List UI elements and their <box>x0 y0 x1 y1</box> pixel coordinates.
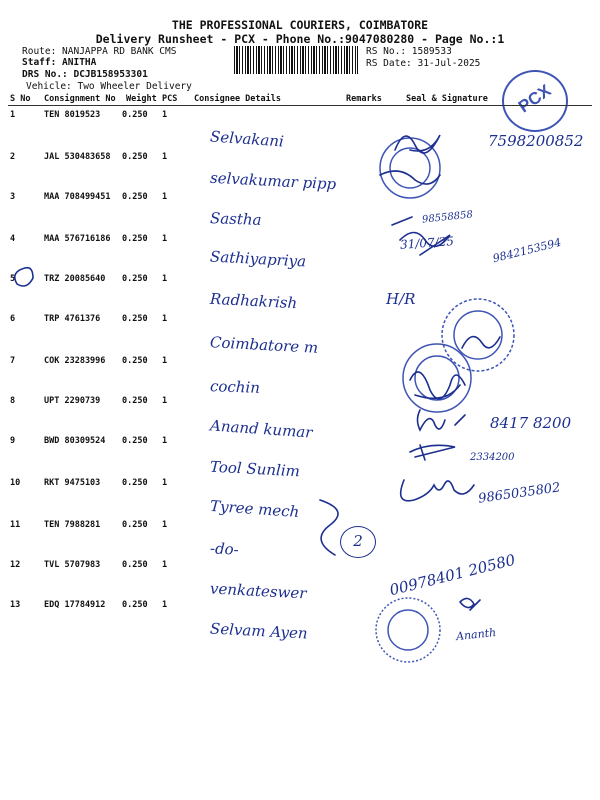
row-weight: 0.250 <box>122 600 148 610</box>
row-consignment: TRZ 20085640 <box>44 274 106 284</box>
row-consignment: MAA 576716186 <box>44 234 111 244</box>
row-consignment: TVL 5707983 <box>44 560 101 570</box>
consignee-name: Sastha <box>209 209 262 229</box>
row-consignment: EDQ 17784912 <box>44 600 106 610</box>
handwritten-code-3: 98558858 <box>421 209 474 226</box>
consignee-name: Radhakrish <box>209 289 298 313</box>
consignee-name: Tyree mech <box>209 496 300 522</box>
row-weight: 0.250 <box>122 396 148 406</box>
signature-row-3 <box>392 217 450 255</box>
row-consignment: RKT 9475103 <box>44 478 101 488</box>
row-sno: 4 <box>10 234 16 244</box>
consignee-name: Sathiyapriya <box>209 247 307 271</box>
row-pcs: 1 <box>162 396 168 406</box>
row-pcs: 1 <box>162 600 168 610</box>
row-weight: 0.250 <box>122 152 148 162</box>
company-seal-4-inner <box>388 610 428 650</box>
row-weight: 0.250 <box>122 192 148 202</box>
row-consignment: JAL 530483658 <box>44 152 111 162</box>
handwritten-note-12: 00978401 20580 <box>387 550 518 600</box>
handwritten-remark-5: H/R <box>386 290 416 308</box>
row-sno: 2 <box>10 152 16 162</box>
row-consignment: UPT 2290739 <box>44 396 101 406</box>
col-remarks: Remarks <box>346 94 382 104</box>
signature-row-9 <box>410 445 455 460</box>
row-pcs: 1 <box>162 110 168 120</box>
route-label: Route: NANJAPPA RD BANK CMS <box>22 46 177 57</box>
signature-row-7 <box>410 372 465 399</box>
row-weight: 0.250 <box>122 110 148 120</box>
row-consignment: TEN 7988281 <box>44 520 101 530</box>
rs-number: RS No.: 1589533 <box>366 46 452 57</box>
row-sno: 5 <box>10 274 16 284</box>
drs-number: DRS No.: DCJB158953301 <box>22 69 148 80</box>
staff-label: Staff: ANITHA <box>22 57 97 68</box>
row-pcs: 1 <box>162 152 168 162</box>
handwritten-date-4: 31/07/25 <box>399 234 455 252</box>
row-10-bracket-mark <box>320 500 338 555</box>
row-consignment: TRP 4761376 <box>44 314 101 324</box>
handwritten-note-4: 9842153594 <box>491 235 563 266</box>
row-sno: 11 <box>10 520 21 530</box>
row-consignment: COK 23283996 <box>44 356 106 366</box>
row-weight: 0.250 <box>122 234 148 244</box>
row-pcs: 1 <box>162 274 168 284</box>
row-consignment: TEN 8019523 <box>44 110 101 120</box>
handwritten-circle-11-text: 2 <box>353 532 363 550</box>
col-consignment: Consignment No <box>44 94 116 104</box>
row-pcs: 1 <box>162 314 168 324</box>
handwritten-note-8: 8417 8200 <box>490 414 572 432</box>
consignee-name: Selvakani <box>209 127 285 151</box>
handwritten-signature-13: Ananth <box>455 625 497 644</box>
handwritten-phone-1: 7598200852 <box>488 132 584 150</box>
row-pcs: 1 <box>162 234 168 244</box>
row-pcs: 1 <box>162 356 168 366</box>
consignee-name: Coimbatore m <box>209 333 319 357</box>
company-name: THE PROFESSIONAL COURIERS, COIMBATORE <box>171 18 429 32</box>
consignee-name: cochin <box>209 377 261 397</box>
runsheet-title: Delivery Runsheet - PCX - Phone No.:9047080280 - Page No.:1 <box>95 32 505 46</box>
pcx-stamp-text: PCX <box>514 80 555 117</box>
company-seal-2-inner <box>454 311 502 359</box>
signature-row-6 <box>462 337 500 348</box>
rs-date: RS Date: 31-Jul-2025 <box>366 58 481 69</box>
signature-row-13 <box>460 598 480 610</box>
consignee-name: Selvam Ayen <box>209 619 309 643</box>
row-sno: 9 <box>10 436 16 446</box>
handwritten-phone-10: 9865035802 <box>477 480 562 507</box>
row-sno: 12 <box>10 560 21 570</box>
consignee-name: venkateswer <box>209 579 307 603</box>
row-sno: 8 <box>10 396 16 406</box>
row-weight: 0.250 <box>122 274 148 284</box>
row-sno: 3 <box>10 192 16 202</box>
consignee-name: Tool Sunlim <box>209 457 301 481</box>
consignee-name: -do- <box>209 539 240 559</box>
row-pcs: 1 <box>162 520 168 530</box>
row-weight: 0.250 <box>122 560 148 570</box>
row-sno: 13 <box>10 600 21 610</box>
consignee-name: Anand kumar <box>209 416 314 442</box>
company-seal-2 <box>442 299 514 371</box>
row-sno: 6 <box>10 314 16 324</box>
vehicle-label: Vehicle: Two Wheeler Delivery <box>26 81 192 92</box>
consignee-name: selvakumar pipp <box>209 168 337 194</box>
col-pcs: PCS <box>162 94 178 104</box>
signature-row-8 <box>418 410 466 430</box>
row-weight: 0.250 <box>122 436 148 446</box>
row-sno: 7 <box>10 356 16 366</box>
row-sno: 10 <box>10 478 21 488</box>
row-sno: 1 <box>10 110 16 120</box>
col-sno: S No <box>10 94 31 104</box>
handwritten-note-9: 2334200 <box>470 452 515 463</box>
col-weight: Weight <box>126 94 157 104</box>
col-seal: Seal & Signature <box>406 94 488 104</box>
signature-row-1 <box>380 135 440 184</box>
row-weight: 0.250 <box>122 520 148 530</box>
row-5-circle-mark <box>15 268 33 286</box>
row-pcs: 1 <box>162 560 168 570</box>
row-consignment: MAA 708499451 <box>44 192 111 202</box>
signature-row-10 <box>401 480 474 501</box>
company-seal-4 <box>376 598 440 662</box>
row-weight: 0.250 <box>122 356 148 366</box>
row-pcs: 1 <box>162 478 168 488</box>
row-pcs: 1 <box>162 192 168 202</box>
row-weight: 0.250 <box>122 478 148 488</box>
row-pcs: 1 <box>162 436 168 446</box>
col-consignee: Consignee Details <box>194 94 281 104</box>
row-weight: 0.250 <box>122 314 148 324</box>
company-seal-1-inner <box>390 148 430 188</box>
row-consignment: BWD 80309524 <box>44 436 106 446</box>
